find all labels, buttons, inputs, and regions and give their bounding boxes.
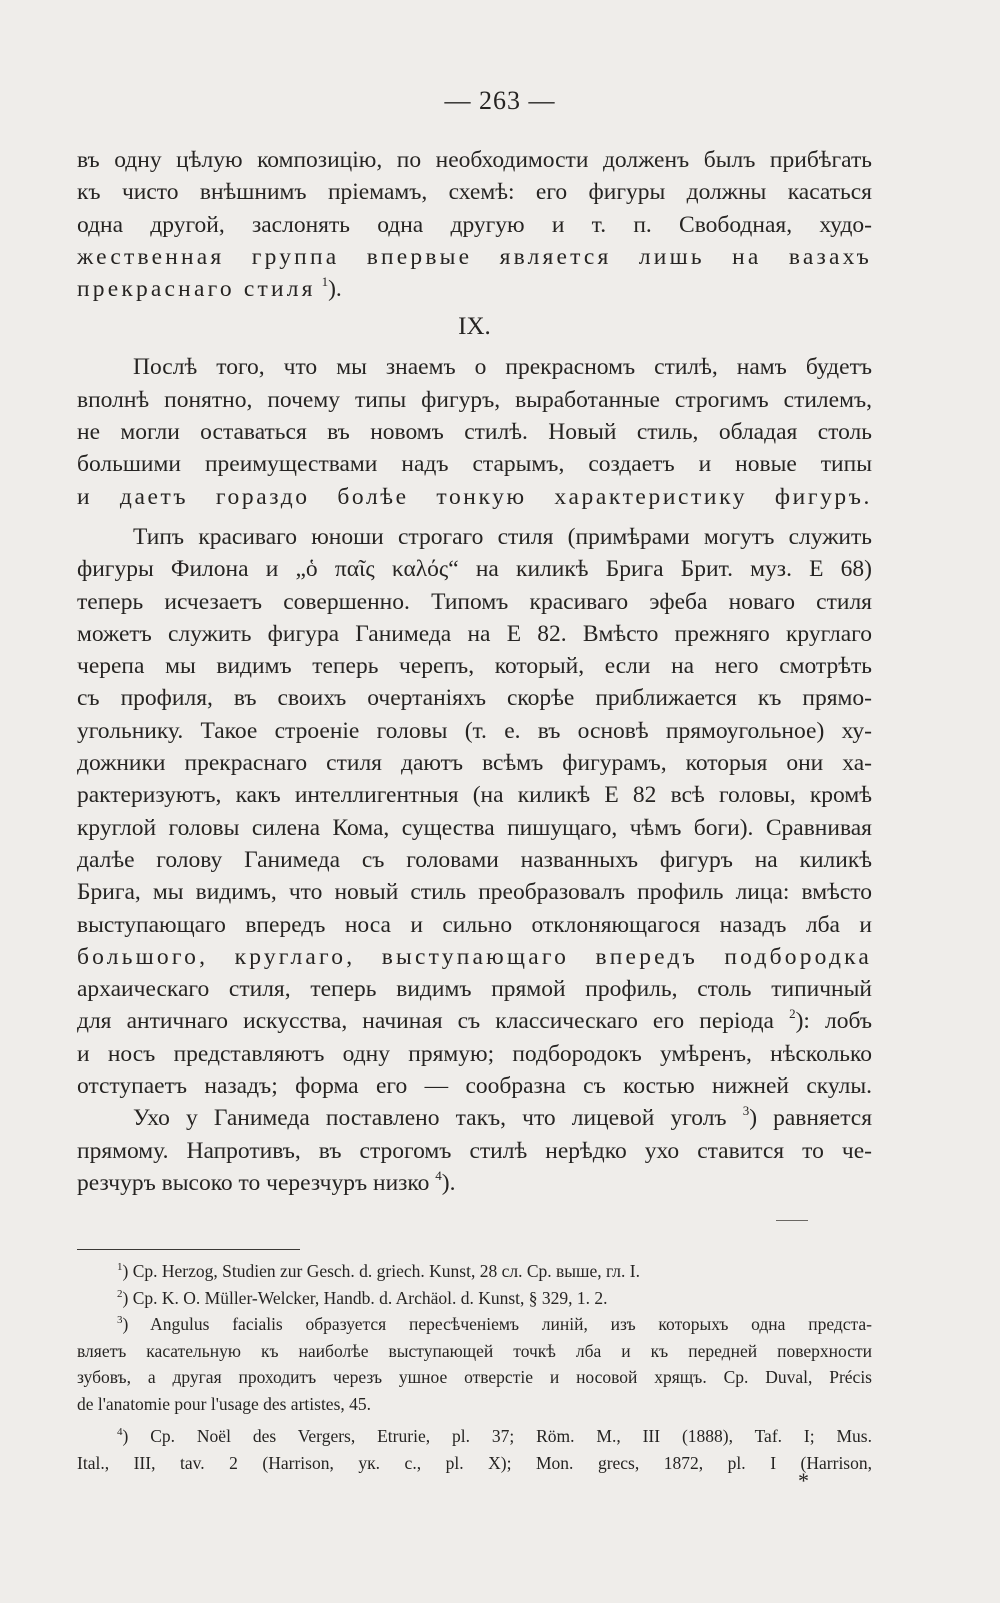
main-text [77, 144, 872, 1199]
text-line: выступающаго впередъ носа и сильно отклоняющагося назадъ лба и [77, 911, 872, 938]
text-line: съ профиля, въ своихъ очертаніяхъ скорѣе приближается къ прямо- [77, 685, 872, 712]
text-fragment: Ухо у Ганимеда поставлено такъ, что лицевой уголъ [133, 1105, 727, 1132]
text-line: далѣе голову Ганимеда съ головами названныхъ фигуръ на киликѣ [77, 846, 872, 873]
footnote-mark: 2 [117, 1287, 123, 1300]
text-line: черепа мы видимъ теперь черепъ, который, если на него смотрѣть [77, 653, 872, 680]
footnote-ref: 1 [321, 274, 329, 290]
text-fragment: для античнаго искусства, начиная съ классическаго его періода [77, 1008, 774, 1035]
footnote [77, 1285, 872, 1312]
text-line: угольнику. Такое строеніе головы (т. е. въ основѣ прямоугольное) ху- [77, 717, 872, 744]
footnote-line: зубовъ, а другая проходитъ черезъ ушное отверстіе и носовой хрящъ. Ср. Duval, Précis [77, 1367, 872, 1387]
text-line: одна другой, заслонять одна другую и т. п. Свободная, худо- [77, 211, 872, 238]
text-fragment: прекраснаго стиля [77, 276, 316, 303]
text-line: и носъ представляютъ одну прямую; подбородокъ умѣренъ, нѣсколько [77, 1040, 872, 1067]
footnote-mark: 1 [117, 1261, 123, 1273]
footnotes [77, 1258, 872, 1476]
text-line [77, 1005, 872, 1037]
footnote-text: ) Angulus facialis образуется пересѣченіемъ линій, изъ которыхъ одна предста- [122, 1314, 872, 1334]
footnote-text: ) Ср. Herzog, Studien zur Gesch. d. griech. Kunst, 28 сл. Ср. выше, гл. I. [122, 1261, 640, 1281]
text-fragment: ). [328, 276, 342, 303]
text-line: большими преимуществами надъ старымъ, создаетъ и новые типы [77, 451, 872, 478]
text-line: Послѣ того, что мы знаемъ о прекрасномъ стилѣ, намъ будетъ [133, 354, 872, 381]
faint-dash [776, 1220, 808, 1221]
footnote [77, 1258, 872, 1285]
section-heading: IX. [458, 313, 491, 341]
text-fragment: ) равняется [749, 1105, 873, 1132]
page-number: — 263 — [444, 86, 556, 115]
footnote-mark: 4 [117, 1426, 123, 1438]
footnote-mark: 3 [117, 1314, 123, 1326]
text-fragment: резчуръ высоко то черезчуръ низко [77, 1169, 430, 1196]
footnote-line: Ital., III, tav. 2 (Harrison, ук. с., pl. X); Mon. grecs, 1872, pl. I (Harrison, [77, 1452, 872, 1473]
text-line: архаическаго стиля, теперь видимъ прямой профиль, столь типичный [77, 976, 872, 1003]
text-line: и даетъ гораздо болѣе тонкую характеристику фигуръ. [77, 483, 872, 510]
signature-mark: * [798, 1468, 809, 1493]
footnote-line: de l'anatomie pour l'usage des artistes, 45. [77, 1393, 372, 1414]
footnote-ref: 4 [435, 1167, 442, 1183]
text-fragment: ). [441, 1169, 456, 1196]
text-line: отступаетъ назадъ; форма его — сообразна съ костью нижней скулы. [77, 1073, 872, 1100]
text-line [77, 1102, 872, 1134]
text-line: къ чисто внѣшнимъ пріемамъ, схемѣ: его фигуры должны касаться [77, 179, 872, 206]
text-line: Брига, мы видимъ, что новый стиль преобразовалъ профиль лица: вмѣсто [77, 879, 872, 906]
text-line [77, 273, 872, 305]
footnote-ref: 3 [742, 1103, 750, 1119]
footnote-separator [77, 1249, 300, 1250]
text-line: большого, круглаго, выступающаго впередъ подбородка [77, 943, 872, 970]
text-line: Типъ красиваго юноши строгаго стиля (примѣрами могутъ служить [133, 523, 872, 550]
text-line [77, 1167, 872, 1199]
text-line: жественная группа впервые является лишь на вазахъ [77, 243, 872, 270]
footnote-text: ) Ср. K. O. Müller-Welcker, Handb. d. Archäol. d. Kunst, § 329, 1. 2. [122, 1287, 608, 1308]
footnote-text: ) Ср. Noël des Vergers, Etrurie, pl. 37; Röm. M., III (1888), Taf. I; Mus. [122, 1426, 872, 1446]
text-line: круглой головы силена Кома, существа пишущаго, чѣмъ боги). Сравнивая [77, 814, 872, 841]
footnote-ref: 2 [789, 1006, 796, 1022]
text-line: можетъ служить фигура Ганимеда на E 82. Вмѣсто прежняго круглаго [77, 620, 872, 647]
footnote-line: вляетъ касательную къ наиболѣе выступающей точкѣ лба и къ передней поверхности [77, 1340, 872, 1361]
text-line: дожники прекраснаго стиля даютъ всѣмъ фигурамъ, которыя они ха- [77, 750, 872, 777]
text-line: не могли оставаться въ новомъ стилѣ. Новый стиль, обладая столь [77, 419, 872, 446]
footnote [77, 1311, 872, 1338]
text-line: въ одну цѣлую композицію, по необходимости долженъ былъ прибѣгать [77, 147, 872, 173]
text-line: вполнѣ понятно, почему типы фигуръ, выработанные строгимъ стилемъ, [77, 386, 872, 413]
text-fragment: ): лобъ [795, 1008, 872, 1035]
text-line: прямому. Напротивъ, въ строгомъ стилѣ нерѣдко ухо ставится то че- [77, 1137, 872, 1164]
text-line: теперь исчезаетъ совершенно. Типомъ красиваго эфеба новаго стиля [77, 588, 872, 615]
text-line: фигуры Филона и „ὁ παῖς καλός“ на киликѣ Брига Брит. муз. E 68) [77, 556, 872, 583]
footnote [77, 1423, 872, 1450]
text-line: рактеризуютъ, какъ интеллигентныя (на киликѣ E 82 всѣ головы, кромѣ [77, 782, 872, 809]
